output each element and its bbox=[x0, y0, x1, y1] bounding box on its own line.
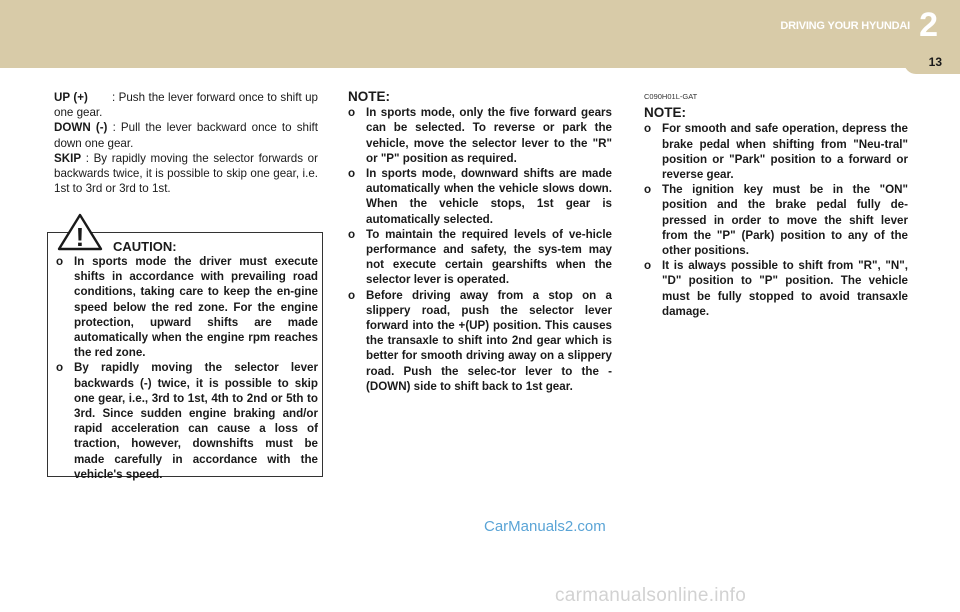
bullet: o bbox=[348, 227, 356, 241]
chapter-label: DRIVING YOUR HYUNDAI bbox=[780, 20, 910, 32]
note-title: NOTE: bbox=[348, 89, 390, 104]
caution-item: o In sports mode the driver must execute shifts in accordance with prevailing road conditions, taking care to keep the en-gine speed below the red zone. For the engine protection, upward shifts are made automatically when the engine rpm reaches the red zone. bbox=[56, 255, 318, 360]
caution-list bbox=[56, 254, 318, 482]
note-list bbox=[348, 105, 612, 394]
watermark-footer: carmanualsonline.info bbox=[555, 585, 747, 606]
bullet: o bbox=[348, 288, 356, 302]
chapter-number: 2 bbox=[919, 6, 938, 44]
bullet: o bbox=[644, 122, 652, 136]
skip-term: SKIP bbox=[54, 151, 82, 165]
up-shift-paragraph bbox=[54, 90, 322, 120]
down-term: DOWN (-) bbox=[54, 121, 108, 135]
note-item: o It is always possible to shift from "R", "N", "D" position to "P" position. The vehicle must be fully stopped to avoid transaxle damage. bbox=[644, 259, 908, 318]
bullet: o bbox=[348, 106, 356, 120]
skip-text: : By rapidly moving the selector forwards or backwards twice, it is possible to skip one gear, i.e. 1st to 3rd or 3rd to 1st. bbox=[54, 151, 318, 196]
bullet: o bbox=[644, 259, 652, 273]
watermark-link[interactable]: CarManuals2.com bbox=[484, 518, 606, 535]
right-column bbox=[644, 89, 908, 319]
note-item: o In sports mode, only the five forward gears can be selected. To reverse or park the vehicle, move the selector lever to the "R" or "P" position as required. bbox=[348, 106, 612, 165]
note-item: o To maintain the required levels of ve-hicle performance and safety, the sys-tem may not execute certain gearshifts when the selector lever is operated. bbox=[348, 227, 612, 287]
down-shift-paragraph bbox=[54, 120, 318, 150]
bullet: o bbox=[348, 167, 356, 181]
note-title: NOTE: bbox=[644, 105, 686, 121]
note-item: o Before driving away from a stop on a slippery road, push the selector lever forward into the +(UP) position. This causes the transaxle to shift into 2nd gear which is better for smooth driving away on a slippery road. Push the selec-tor lever to the -(DOWN) side to shift back to 1st gear. bbox=[348, 288, 612, 393]
page-number: 13 bbox=[928, 55, 942, 69]
skip-paragraph bbox=[54, 151, 318, 197]
warning-mark: ! bbox=[75, 222, 85, 251]
bullet: o bbox=[644, 183, 652, 197]
down-text: : Pull the lever backward once to shift down one gear. bbox=[54, 121, 319, 150]
header-band bbox=[0, 0, 960, 68]
note-list bbox=[644, 121, 908, 319]
caution-item: o By rapidly moving the selector lever backwards (-) twice, it is possible to skip one gear, i.e., 3rd to 1st, 4th to 2nd or 5th to 3rd. Since sudden engine braking and/or rapid acceleration can cause a loss of traction, however, downshifts must be made carefully in accordance with the vehicle's speed. bbox=[56, 361, 318, 481]
bullet: o bbox=[56, 255, 64, 268]
left-column bbox=[54, 90, 322, 196]
caution-title: CAUTION: bbox=[113, 239, 177, 254]
section-code: C090H01L-GAT bbox=[644, 92, 698, 101]
note-item: o In sports mode, downward shifts are made automatically when the vehicle slows down. When the vehicle stops, 1st gear is automatically selected. bbox=[348, 167, 612, 226]
warning-triangle-icon bbox=[57, 213, 103, 251]
note-item: o For smooth and safe operation, depress the brake pedal when shifting from "Neu-tral" position or "Park" position to a forward or reverse gear. bbox=[644, 122, 908, 182]
middle-column bbox=[348, 89, 612, 394]
note-item: o The ignition key must be in the "ON" position and the brake pedal fully de-pressed in order to move the shift lever from the "P" (Park) position to any of the other positions. bbox=[644, 183, 908, 258]
up-text: : Push the lever forward once to shift up one gear. bbox=[54, 91, 322, 120]
bullet: o bbox=[56, 361, 64, 375]
up-term: UP (+) bbox=[54, 91, 88, 104]
